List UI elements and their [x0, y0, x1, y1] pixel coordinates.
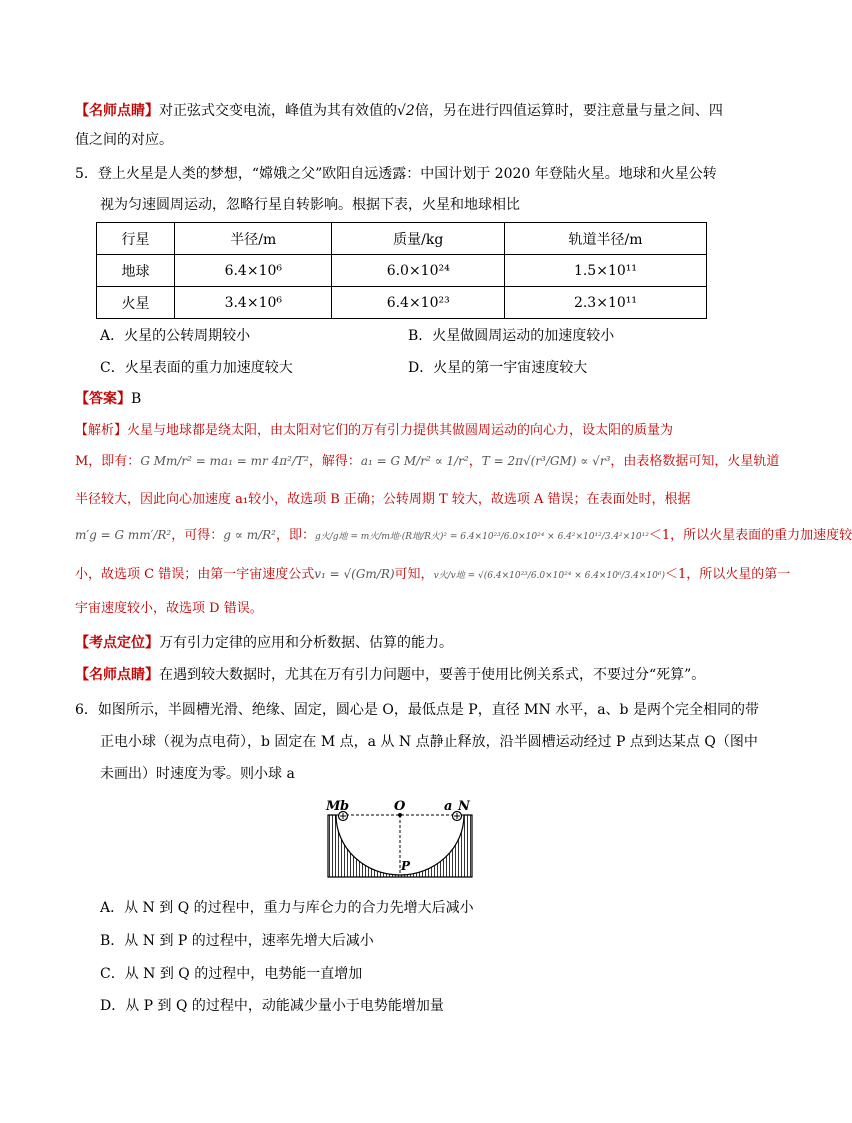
analysis-line5: [75, 565, 790, 585]
table-cell: 地球: [97, 255, 175, 287]
q6-option-b: B．从 N 到 P 的过程中，速率先增大后减小: [100, 933, 374, 949]
q5-point: [75, 633, 453, 653]
table-cell: 6.0×10²⁴: [332, 255, 505, 287]
table-header: 半径/m: [175, 223, 332, 255]
answer-label: 【答案】: [75, 391, 131, 407]
table-cell: 火星: [97, 287, 175, 319]
table-cell: 3.4×10⁶: [175, 287, 332, 319]
analysis-text: ，可得：: [171, 528, 224, 543]
q5-stem-line2: 视为匀速圆周运动，忽略行星自转影响。根据下表，火星和地球相比: [100, 197, 520, 213]
label-o: O: [394, 799, 406, 814]
tip-text: 在遇到较大数据时，尤其在万有引力问题中，要善于使用比例关系式，不要过分“死算”。: [159, 667, 706, 683]
label-m: M: [326, 799, 341, 814]
prev-tip: [75, 101, 723, 121]
label-p: P: [401, 859, 411, 873]
q6-stem-line1: 6．如图所示，半圆槽光滑、绝缘、固定，圆心是 O，最低点是 P，直径 MN 水平，a、b 是两个完全相同的带: [75, 702, 759, 718]
point-label: 【考点定位】: [75, 635, 159, 651]
q6-option-c: C．从 N 到 Q 的过程中，电势能一直增加: [100, 966, 363, 982]
analysis-line6: 宇宙速度较小，故选项 D 错误。: [75, 601, 263, 616]
analysis-text: ＜1，所以火星表面的重力加速度较: [648, 528, 852, 543]
label-a: a: [444, 799, 453, 814]
answer-value: B: [131, 391, 142, 407]
q5-answer: [75, 389, 141, 409]
analysis-line4: [75, 526, 852, 546]
formula-v1: v₁ = √(Gm/R): [314, 567, 395, 581]
planet-table: [96, 222, 707, 319]
table-row: [97, 287, 707, 319]
formula-accel: a₁ = G M/r² ∝ 1/r²: [360, 454, 469, 468]
analysis-text: ，即：: [275, 528, 315, 543]
tip-text-2: 倍，另在进行四值运算时，要注意量与量之间、四: [414, 103, 723, 119]
analysis-text: M，即有：: [75, 454, 141, 469]
analysis-text: ，: [468, 454, 482, 469]
label-n: N: [458, 799, 470, 814]
semicircle-groove-figure: [320, 795, 480, 880]
analysis-line3: 半径较大，因此向心加速度 a₁较小，故选项 B 正确；公转周期 T 较大，故选项 A 错误；在表面处时，根据: [75, 492, 691, 507]
q5-option-b: B．火星做圆周运动的加速度较小: [408, 328, 615, 344]
table-header: 质量/kg: [332, 223, 505, 255]
analysis-text: ，由表格数据可知，火星轨道: [610, 454, 780, 469]
q6-option-a: A．从 N 到 Q 的过程中，重力与库仑力的合力先增大后减小: [100, 900, 474, 916]
formula-g-prop: g ∝ m/R²: [223, 528, 276, 542]
formula-g-ratio: g火/g地 = m火/m地·(R地/R火)² = 6.4×10²³/6.0×10²⁴ × 6.4²×10¹²/3.4²×10¹²: [314, 532, 649, 542]
table-row: [97, 255, 707, 287]
table-cell: 2.3×10¹¹: [504, 287, 706, 319]
tip-text-1: 对正弦式交变电流，峰值为其有效值的: [159, 103, 397, 119]
q5-option-c: C．火星表面的重力加速度较大: [100, 360, 293, 376]
label-b: b: [340, 799, 350, 814]
formula-period: T = 2π√(r³/GM) ∝ √r³: [481, 454, 611, 468]
table-cell: 1.5×10¹¹: [504, 255, 706, 287]
analysis-text: ＜1，所以火星的第一: [664, 567, 791, 582]
q5-tip: [75, 665, 705, 685]
q5-option-a: A．火星的公转周期较小: [100, 328, 251, 344]
analysis-line2: [75, 452, 779, 471]
formula-v-ratio: v火/v地 = √(6.4×10²³/6.0×10²⁴ × 6.4×10⁶/3.4×10⁶): [433, 571, 665, 581]
prev-tip-cont: 值之间的对应。: [75, 132, 173, 148]
table-header: 轨道半径/m: [504, 223, 706, 255]
formula-surface: m′g = G mm′/R²: [75, 528, 172, 542]
formula-gravity: G Mm/r² = ma₁ = mr 4π²/T²: [140, 454, 309, 468]
analysis-line1: 【解析】火星与地球都是绕太阳，由太阳对它们的万有引力提供其做圆周运动的向心力，设太阳的质量为: [75, 423, 674, 438]
analysis-text: ，解得：: [308, 454, 361, 469]
q6-stem-line2: 正电小球（视为点电荷），b 固定在 M 点，a 从 N 点静止释放，沿半圆槽运动经过 P 点到达某点 Q（图中: [100, 734, 758, 750]
point-text: 万有引力定律的应用和分析数据、估算的能力。: [159, 635, 453, 651]
tip-label: 【名师点睛】: [75, 103, 159, 119]
q5-option-d: D．火星的第一宇宙速度较大: [408, 360, 588, 376]
analysis-text: 小，故选项 C 错误；由第一宇宙速度公式: [75, 567, 315, 582]
analysis-text: 可知，: [394, 567, 434, 582]
table-cell: 6.4×10²³: [332, 287, 505, 319]
table-header-row: [97, 223, 707, 255]
table-cell: 6.4×10⁶: [175, 255, 332, 287]
q6-stem-line3: 未画出）时速度为零。则小球 a: [100, 766, 295, 782]
q5-stem-line1: 5．登上火星是人类的梦想，“嫦娥之父”欧阳自远透露：中国计划于 2020 年登陆火星。地球和火星公转: [75, 166, 717, 182]
sqrt-two: √2: [397, 103, 415, 119]
q6-option-d: D．从 P 到 Q 的过程中，动能减少量小于电势能增加量: [100, 998, 444, 1014]
table-header: 行星: [97, 223, 175, 255]
tip-label: 【名师点睛】: [75, 667, 159, 683]
